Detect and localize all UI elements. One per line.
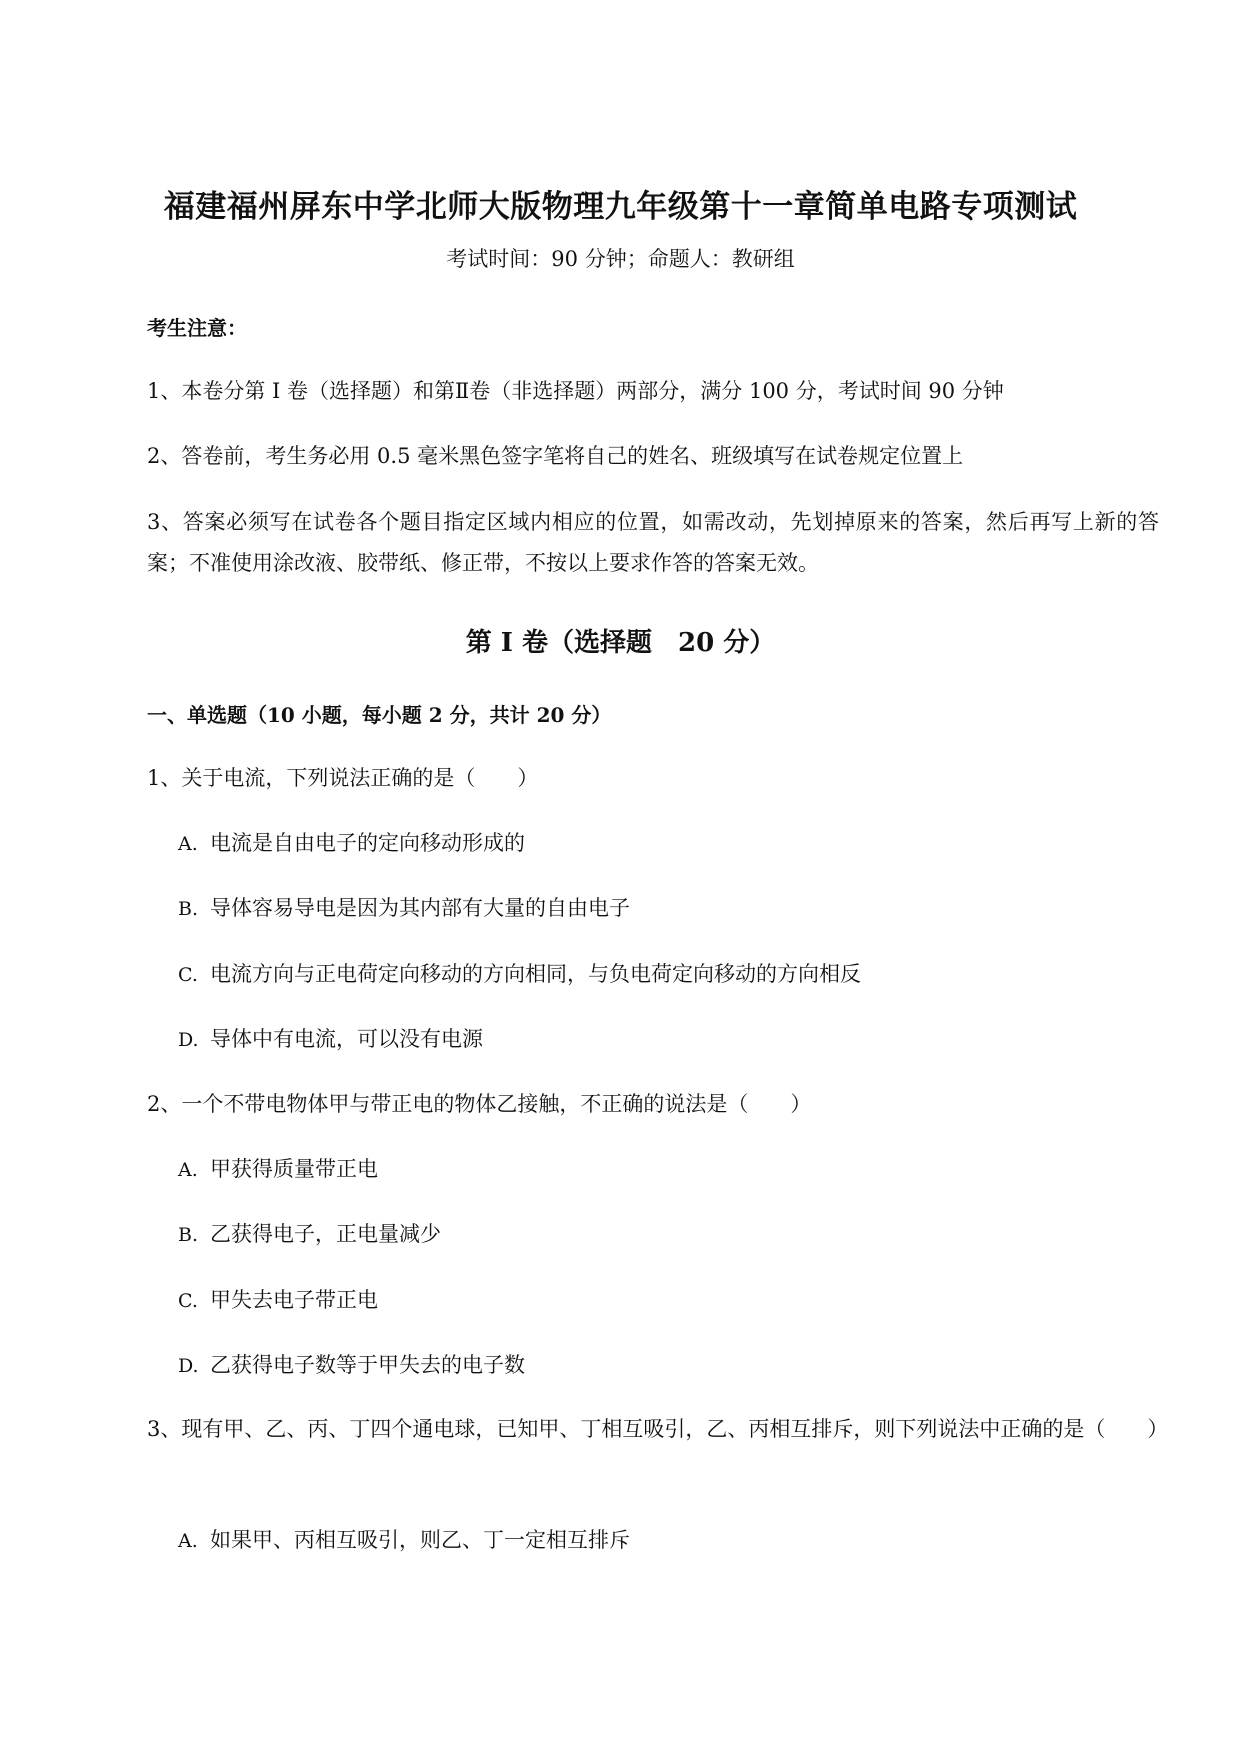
question-stem: 1、关于电流，下列说法正确的是（ ） [147, 766, 539, 790]
section-title: 第 I 卷（选择题 20 分） [465, 628, 776, 658]
exam-subtitle: 考试时间：90 分钟；命题人：教研组 [446, 247, 795, 271]
option-a [178, 828, 525, 859]
option-b [178, 893, 630, 924]
option-c [178, 959, 861, 990]
notice-heading: 考生注意： [147, 316, 247, 340]
option-text: 电流是自由电子的定向移动形成的 [210, 831, 525, 855]
option-a [178, 1525, 630, 1556]
option-text: 电流方向与正电荷定向移动的方向相同，与负电荷定向移动的方向相反 [210, 962, 861, 986]
option-d [178, 1350, 525, 1381]
option-letter: C. [178, 1290, 198, 1312]
option-c [178, 1285, 378, 1316]
option-letter: D. [178, 1029, 199, 1051]
option-letter: C. [178, 964, 198, 986]
option-text: 甲失去电子带正电 [210, 1288, 378, 1312]
notice-item: 3、答案必须写在试卷各个题目指定区域内相应的位置，如需改动，先划掉原来的答案，然后再写上新的答案；不准使用涂改液、胶带纸、修正带，不按以上要求作答的答案无效。 [147, 510, 1159, 575]
option-b [178, 1219, 441, 1250]
exam-title: 福建福州屏东中学北师大版物理九年级第十一章简单电路专项测试 [163, 189, 1078, 225]
option-letter: B. [178, 1224, 199, 1246]
option-text: 乙获得电子数等于甲失去的电子数 [210, 1353, 525, 1377]
notice-item: 1、本卷分第 I 卷（选择题）和第Ⅱ卷（非选择题）两部分，满分 100 分，考试时间 90 分钟 [147, 379, 1004, 403]
option-letter: A. [178, 833, 198, 855]
option-text: 甲获得质量带正电 [210, 1157, 378, 1181]
option-letter: A. [178, 1530, 198, 1552]
notice-item: 2、答卷前，考生务必用 0.5 毫米黑色签字笔将自己的姓名、班级填写在试卷规定位置上 [147, 444, 964, 468]
option-text: 导体容易导电是因为其内部有大量的自由电子 [210, 896, 630, 920]
option-text: 导体中有电流，可以没有电源 [210, 1027, 483, 1051]
option-letter: A. [178, 1159, 198, 1181]
question-stem: 2、一个不带电物体甲与带正电的物体乙接触，不正确的说法是（ ） [147, 1092, 812, 1116]
option-text: 乙获得电子，正电量减少 [210, 1222, 441, 1246]
question-stem: 3、现有甲、乙、丙、丁四个通电球，已知甲、丁相互吸引，乙、丙相互排斥，则下列说法中正确的是（ ） [147, 1417, 1169, 1441]
option-text: 如果甲、丙相互吸引，则乙、丁一定相互排斥 [210, 1528, 630, 1552]
option-a [178, 1154, 378, 1185]
option-letter: B. [178, 898, 199, 920]
part-heading: 一、单选题（10 小题，每小题 2 分，共计 20 分） [147, 703, 612, 727]
option-letter: D. [178, 1355, 199, 1377]
option-d [178, 1024, 483, 1055]
